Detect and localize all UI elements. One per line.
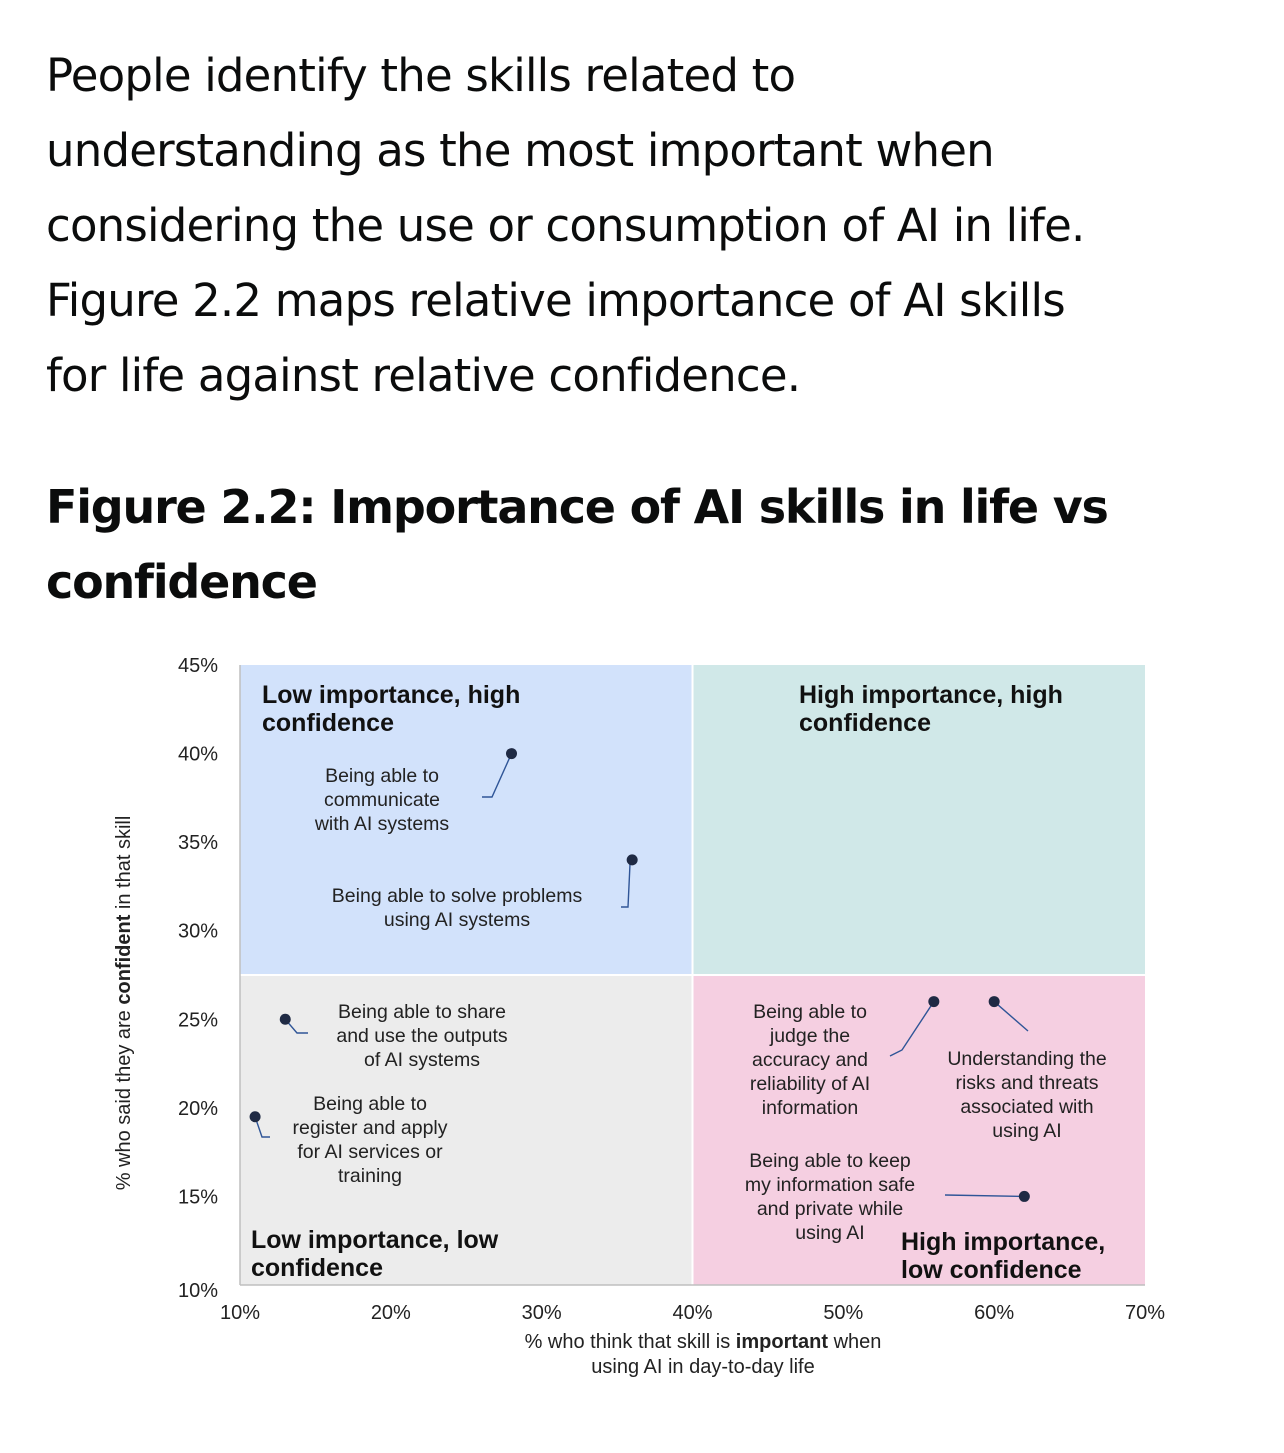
y-tick-label: 45%	[177, 655, 218, 677]
point-label-line: Being able to	[313, 1093, 427, 1115]
point-marker	[280, 1014, 291, 1025]
x-tick-label: 10%	[219, 1302, 261, 1324]
y-axis-title-part: in that skill	[113, 815, 135, 915]
y-tick-label: 20%	[177, 1097, 218, 1120]
point-label-line: Being able to keep	[749, 1150, 911, 1172]
point-label-line: reliability of AI	[749, 1073, 871, 1095]
quadrant-label-line: High importance, high	[799, 681, 1063, 709]
y-tick-label: 35%	[177, 832, 218, 855]
quadrant-label-bottom-right	[901, 1228, 1105, 1284]
point-label-line: communicate	[324, 789, 440, 811]
y-tick-label: 30%	[177, 920, 218, 943]
intro-line: understanding as the most important when	[46, 124, 994, 177]
point-label-line: with AI systems	[314, 813, 450, 835]
quadrant-backgrounds	[240, 665, 1145, 1285]
point-label-line: for AI services or	[297, 1141, 443, 1163]
intro-line: considering the use or consumption of AI in life.	[46, 199, 1085, 252]
point-marker	[506, 748, 517, 759]
scatter-chart	[0, 640, 1284, 1400]
x-tick-label: 40%	[672, 1302, 713, 1324]
point-label-line: Being able to share	[337, 1001, 507, 1023]
x-tick-label: 50%	[823, 1302, 864, 1324]
quadrant-label-line: Low importance, high	[262, 681, 521, 709]
x-tick-label: 20%	[370, 1302, 411, 1324]
x-axis-title-bold: important	[735, 1331, 829, 1353]
point-label-line: and private while	[756, 1198, 904, 1220]
point-marker	[1019, 1191, 1030, 1202]
point-label-line: judge the	[769, 1025, 851, 1047]
point-label-line: of AI systems	[364, 1049, 480, 1071]
x-axis-title-line2: using AI in day-to-day life	[591, 1356, 815, 1378]
point-marker	[928, 996, 939, 1007]
quadrant-label-line: High importance,	[901, 1228, 1106, 1256]
quadrant-label-line: low confidence	[901, 1256, 1082, 1284]
point-label-line: information	[761, 1097, 859, 1119]
intro-line: People identify the skills related to	[46, 49, 796, 102]
x-axis-title-part: when	[828, 1331, 882, 1353]
quadrant-label-line: confidence	[262, 709, 394, 737]
point-marker	[989, 996, 1000, 1007]
chart-container	[0, 640, 1284, 1400]
x-tick-label: 60%	[974, 1302, 1015, 1324]
point-label-line: risks and threats	[955, 1072, 1099, 1094]
x-axis-title	[525, 1331, 882, 1353]
intro-line: Figure 2.2 maps relative importance of AI skills	[46, 274, 1065, 327]
y-tick-label: 10%	[177, 1280, 218, 1302]
point-marker	[627, 854, 638, 865]
point-label-line: using AI systems	[383, 909, 531, 931]
y-axis-title	[113, 816, 135, 1191]
point-label-line: register and apply	[292, 1117, 448, 1139]
quadrant-label-line: confidence	[799, 709, 931, 737]
point-label-line: Being able to	[325, 765, 439, 787]
quadrant-label-line: confidence	[251, 1254, 383, 1282]
intro-line: for life against relative confidence.	[46, 349, 801, 402]
figure-title: Figure 2.2: Importance of AI skills in life vs confidence	[46, 480, 1108, 609]
y-axis-title-bold: confident	[113, 914, 135, 1005]
point-label-line: Being able to solve problems	[331, 885, 583, 907]
quadrant-label-line: Low importance, low	[251, 1226, 499, 1254]
point-label-line: using AI	[992, 1120, 1062, 1142]
x-tick-label: 30%	[521, 1302, 562, 1324]
intro-paragraph	[46, 38, 1246, 413]
point-label-line: training	[338, 1165, 402, 1187]
y-axis-title-part: % who said they are	[113, 1004, 135, 1191]
y-tick-label: 40%	[177, 743, 218, 766]
y-tick-label: 25%	[177, 1009, 218, 1032]
x-axis-title-part: % who think that skill is	[524, 1331, 736, 1353]
point-label-line: accuracy and	[752, 1049, 868, 1071]
point-label-line: my information safe	[744, 1174, 916, 1196]
point-label-line: Understanding the	[947, 1048, 1107, 1070]
point-label-line: associated with	[960, 1096, 1094, 1118]
point-marker	[250, 1111, 261, 1122]
point-label-line: using AI	[795, 1222, 865, 1244]
x-tick-label: 70%	[1124, 1302, 1166, 1324]
y-tick-label: 15%	[177, 1186, 218, 1209]
point-label-line: Being able to	[753, 1001, 867, 1023]
point-label-line: and use the outputs	[336, 1025, 508, 1047]
point-label	[314, 765, 450, 835]
point-label	[750, 1001, 870, 1119]
